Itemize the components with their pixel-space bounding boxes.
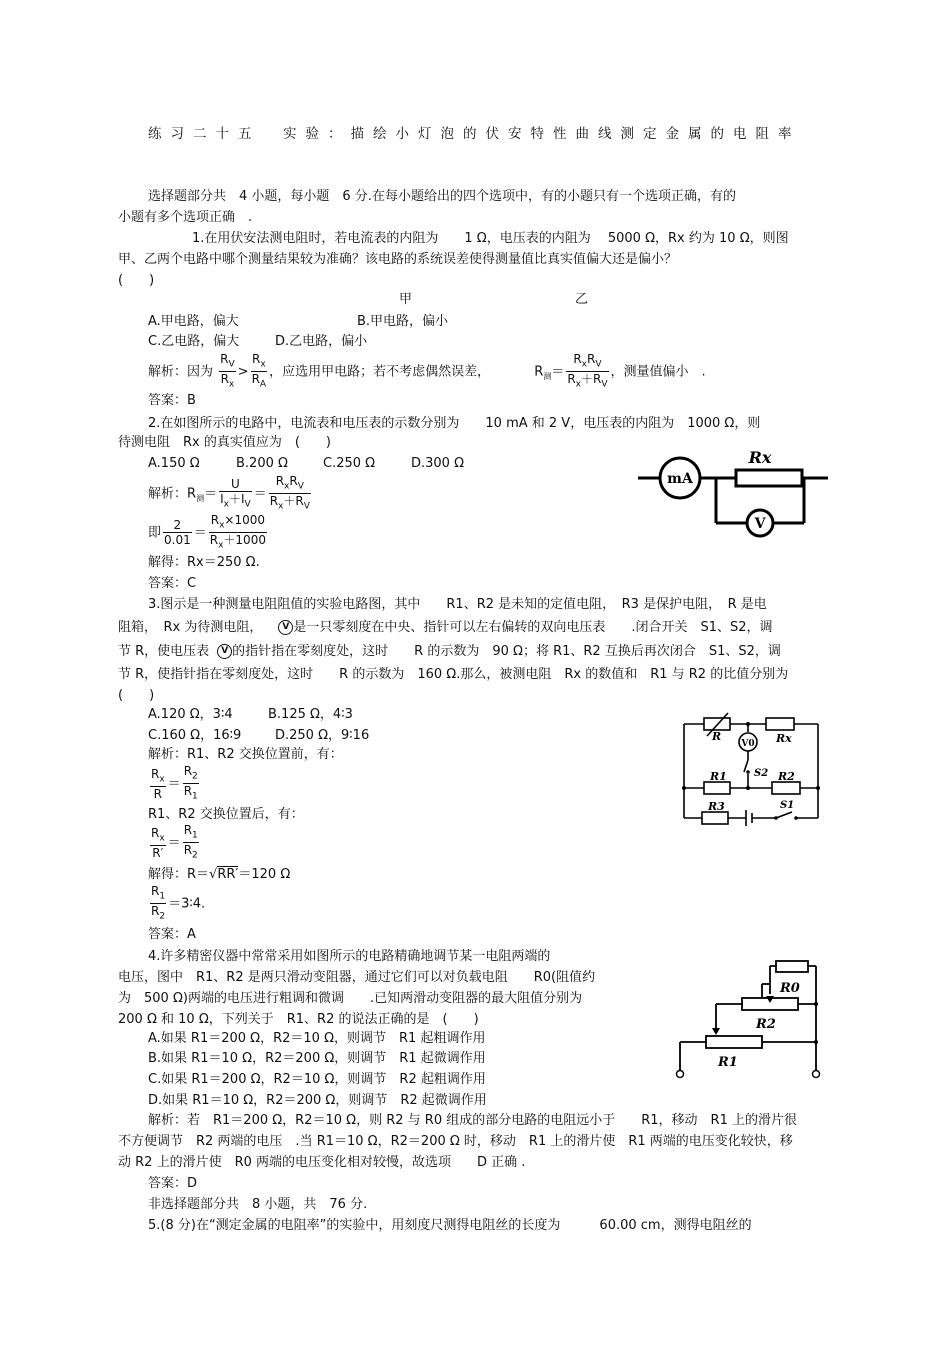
q3-option-c: C.160 Ω，16∶9 — [148, 728, 242, 743]
q2-answer: 答案：C — [148, 576, 197, 591]
q2-equation: 即 $\frac{2}{0.01}$ ＝ $\frac{R_x\times 1000}{R_x+1000}$ — [148, 513, 266, 551]
page-title: 练习二十五 实验：描绘小灯泡的伏安特性曲线测定金属的电阻率 — [148, 126, 801, 142]
q4-fig-r0: R0 — [780, 981, 800, 996]
q3-fig-r1: R1 — [710, 770, 727, 783]
q1-option-c: C.乙电路，偏大 — [148, 334, 240, 349]
q2-text-line-1: 2.在如图所示的电路中，电流表和电压表的示数分别为 10 mA 和 2 V，电压表的内阻为 1000 Ω，则 — [148, 416, 761, 431]
q4-solution-3: 动 R2 上的滑片使 R0 两端的电压变化相对较慢，故选项 D 正确 . — [118, 1155, 526, 1170]
q1-ratio-rx-ra: $\frac{R_x}{R_A}$ — [251, 352, 267, 390]
q2-option-d: D.300 Ω — [411, 456, 465, 471]
q3-option-d: D.250 Ω，9∶16 — [275, 728, 370, 743]
q1-answer-bracket: ( ) — [118, 273, 155, 288]
q2-equation-lead: 即 — [148, 525, 162, 541]
q1-solution-end: ，测量值偏小 . — [610, 364, 706, 380]
q1-option-a: A.甲电路，偏大 — [148, 314, 239, 329]
q3-text-line-2-b: 是一只零刻度在中央、指针可以左右偏转的双向电压表 .闭合开关 S1、S2，调 — [293, 620, 773, 635]
q3-fig-s2: S2 — [754, 768, 769, 779]
q1-option-d: D.乙电路，偏小 — [275, 334, 368, 349]
q1-figure-caption-jia: 甲 — [399, 292, 413, 307]
q1-ratio-rv-rx: $\frac{R_V}{R_x}$ — [220, 352, 235, 390]
q3-eq-after-swap: $\frac{R_x}{R'}$ ＝ $\frac{R_1}{R_2}$ — [151, 823, 198, 861]
q1-answer: 答案：B — [148, 393, 196, 408]
q3-solution-3: 解得：R＝√RR′＝120 Ω — [148, 867, 291, 882]
q4-answer: 答案：D — [148, 1176, 198, 1191]
q4-option-c: C.如果 R1＝200 Ω，R2＝10 Ω，则调节 R2 起粗调作用 — [148, 1072, 486, 1087]
q4-option-d: D.如果 R1＝10 Ω，R2＝200 Ω，则调节 R2 起微调作用 — [148, 1093, 487, 1108]
q3-ratio-value: ＝3∶4. — [168, 896, 206, 912]
q1-solution-lead: 解析：因为 — [148, 364, 214, 380]
q3-solution-2: R1、R2 交换位置后，有： — [148, 807, 304, 822]
q4-option-b: B.如果 R1＝10 Ω，R2＝200 Ω，则调节 R1 起微调作用 — [148, 1051, 486, 1066]
q3-text-line-3 — [118, 641, 781, 662]
q3-option-a: A.120 Ω，3∶4 — [148, 707, 233, 722]
q3-fig-r: R — [712, 730, 722, 743]
q3-fig-rx: Rx — [776, 732, 792, 745]
part2-heading: 非选择题部分共 8 小题，共 76 分. — [148, 1197, 368, 1212]
q3-eq-before-swap: $\frac{R_x}{R}$ ＝ $\frac{R_2}{R_1}$ — [151, 764, 198, 802]
q2-option-b: B.200 Ω — [236, 456, 288, 471]
q3-text-line-4: 节 R，使指针指在零刻度处，这时 R 的示数为 160 Ω.那么，被测电阻 Rx 的数值和 R1 与 R2 的比值分别为 — [118, 667, 789, 682]
q4-text-line-4: 200 Ω 和 10 Ω，下列关于 R1、R2 的说法正确的是 ( ) — [118, 1012, 479, 1027]
q2-voltmeter-label: V — [754, 516, 766, 532]
q3-circuit-diagram — [684, 712, 820, 830]
q4-text-line-3: 为 500 Ω)两端的电压进行粗调和微调 .已知两滑动变阻器的最大阻值分别为 — [118, 991, 583, 1006]
q3-voltmeter-icon: V — [278, 620, 293, 635]
q3-text-line-2-a: 阻箱， Rx 为待测电阻， — [118, 620, 263, 635]
q3-text-line-1: 3.图示是一种测量电阻阻值的实验电路图，其中 R1、R2 是未知的定值电阻， R3 是保护电阻， R 是电 — [148, 597, 767, 612]
q3-solution-3-a: 解得：R＝ — [148, 867, 210, 882]
q2-rx-label: Rx — [748, 448, 772, 467]
q2-result: 解得：Rx＝250 Ω. — [148, 555, 260, 570]
q4-text-line-2: 电压，图中 R1、R2 是两只滑动变阻器，通过它们可以对负载电阻 R0(阻值约 — [118, 970, 596, 985]
q3-voltmeter-icon-2: V — [217, 644, 232, 659]
q4-option-a: A.如果 R1＝200 Ω，R2＝10 Ω，则调节 R1 起粗调作用 — [148, 1031, 486, 1046]
q3-text-line-3-b: 的指针指在零刻度处，这时 R 的示数为 90 Ω；将 R1、R2 互换后再次闭合 S1、S2，调 — [232, 644, 781, 659]
q4-fig-r1: R1 — [718, 1055, 738, 1070]
q3-solution-3-b: ＝120 Ω — [238, 867, 291, 882]
q5-text: 5.(8 分)在“测定金属的电阻率”的实验中，用刻度尺测得电阻丝的长度为 60.00 cm，测得电阻丝的 — [148, 1218, 752, 1233]
q1-solution: 解析：因为 $\frac{R_V}{R_x}$ > $\frac{R_x}{R_A}$ ，应选用甲电路；若不考虑偶然误差， $R_测=$ $\frac{R_xR_V}{R_x+R_V}$ ，测量值偏小 . — [148, 352, 706, 390]
q2-text-line-2: 待测电阻 Rx 的真实值应为 ( ) — [118, 435, 332, 450]
q2-option-c: C.250 Ω — [323, 456, 376, 471]
q3-fig-r2: R2 — [778, 770, 795, 783]
q3-fig-s1: S1 — [780, 800, 795, 811]
q1-text-line-2: 甲、乙两个电路中哪个测量结果较为准确？该电路的系统误差使得测量值比真实值偏大还是偏小？ — [118, 252, 678, 267]
q1-option-b: B.甲电路，偏小 — [357, 314, 449, 329]
q4-circuit-diagram — [676, 956, 826, 1082]
q3-text-line-3-a: 节 R，使电压表 — [118, 644, 210, 659]
intro-line-2: 小题有多个选项正确 . — [118, 210, 253, 225]
q4-solution-1: 解析：若 R1＝200 Ω，R2＝10 Ω，则 R2 与 R0 组成的部分电路的电阻远小于 R1，移动 R1 上的滑片很 — [148, 1113, 797, 1128]
q4-solution-2: 不方便调节 R2 两端的电压 .当 R1＝10 Ω，R2＝200 Ω 时，移动 R1 上的滑片使 R1 两端的电压变化较快，移 — [118, 1134, 793, 1149]
q3-fig-v0: V0 — [741, 739, 755, 749]
q1-measured-formula: $\frac{R_xR_V}{R_x+R_V}$ — [567, 352, 608, 390]
q3-text-line-2 — [118, 617, 773, 638]
q2-solution-formula: 解析：$R_测=$ $\frac{U}{I_x+I_V}$ ＝ $\frac{R_xR_V}{R_x+R_V}$ — [148, 474, 310, 512]
q3-solution-1: 解析：R1、R2 交换位置前，有： — [148, 747, 343, 762]
q3-option-b: B.125 Ω，4∶3 — [268, 707, 353, 722]
q3-answer-bracket: ( ) — [118, 688, 155, 703]
intro-line-1: 选择题部分共 4 小题，每小题 6 分.在每小题给出的四个选项中，有的小题只有一个选项正确，有的 — [148, 189, 736, 204]
q4-text-line-1: 4.许多精密仪器中常常采用如图所示的电路精确地调节某一电阻两端的 — [148, 949, 551, 964]
q1-text-line-1: 1.在用伏安法测电阻时，若电流表的内阻为 1 Ω，电压表的内阻为 5000 Ω，Rx 约为 10 Ω，则图 — [192, 231, 789, 246]
q3-fig-r3: R3 — [708, 800, 725, 813]
q2-ammeter-label: mA — [667, 471, 693, 487]
q2-option-a: A.150 Ω — [148, 456, 200, 471]
q1-figure-caption-yi: 乙 — [575, 292, 589, 307]
q3-answer: 答案：A — [148, 927, 196, 942]
q2-circuit-diagram — [638, 448, 838, 538]
q1-solution-mid: ，应选用甲电路；若不考虑偶然误差， — [269, 364, 491, 380]
q3-ratio-result: $\frac{R_1}{R_2}$ ＝3∶4. — [151, 884, 206, 922]
q2-solution-label: 解析： — [148, 486, 188, 502]
q4-fig-r2: R2 — [756, 1017, 776, 1032]
